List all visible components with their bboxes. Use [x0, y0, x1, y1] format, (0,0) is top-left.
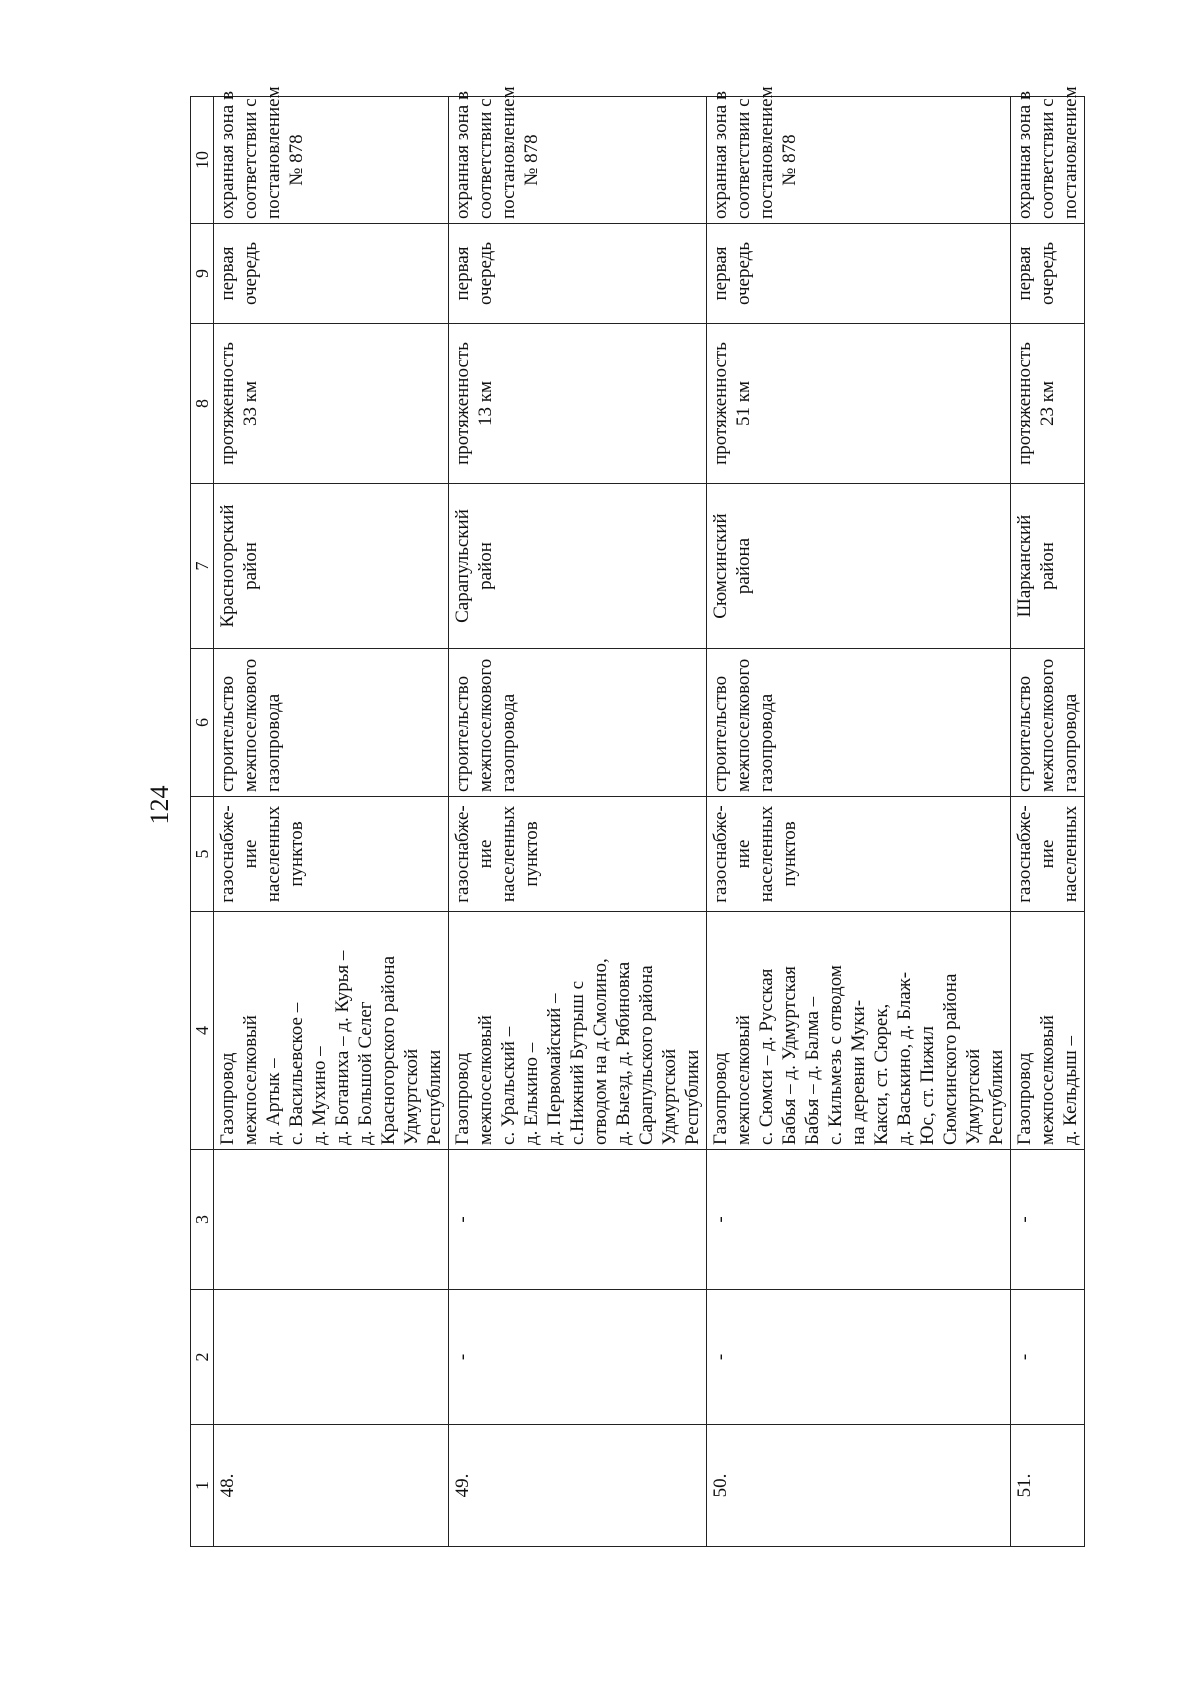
table-row [449, 97, 707, 1547]
header-row [191, 97, 214, 1547]
cell-text-line: соответствии с [1037, 98, 1058, 219]
cell-text-line: с. Васильевское – [286, 1002, 307, 1145]
cell-text-line: строительство [217, 675, 238, 792]
row-number-cell: 50. [707, 1425, 1011, 1547]
zone-cell [214, 86, 449, 224]
cell-text-line: Сюмсинского района [940, 973, 961, 1145]
cell-text-line: Какси, ст. Сюрек, [871, 1003, 892, 1145]
col3-cell [214, 1150, 449, 1290]
page-number: 124 [145, 785, 174, 825]
cell-text-line: отводом на д.Смолино, [590, 958, 611, 1145]
cell-text-line: района [733, 537, 754, 595]
cell-text-line: д. Большой Селег [355, 1001, 376, 1145]
cell-text-line: газопровода [263, 693, 284, 792]
cell-text-line: постановлением [498, 86, 519, 219]
cell-text-line: газоснабже- [217, 805, 238, 903]
row-number-cell: 51. [1011, 1425, 1085, 1547]
cell-text-line: № 878 [521, 134, 542, 186]
zone-cell [707, 86, 1011, 224]
cell-text-line: Газопровод [710, 1052, 731, 1145]
activity-cell [214, 649, 449, 797]
cell-text-line: строительство [710, 675, 731, 792]
cell-text-line: д. Елькино – [521, 1042, 542, 1145]
cell-text-line: пунктов [779, 821, 800, 887]
cell-text-line: населенных [1060, 805, 1081, 903]
col2-cell: - [449, 1290, 707, 1425]
cell-text-line: Бабья – д. Балма – [802, 996, 823, 1145]
cell-text-line: Удмуртской [659, 1048, 680, 1145]
cell-text-line: Газопровод [1014, 1052, 1035, 1145]
cell-text-line: на деревни Муки- [848, 999, 869, 1145]
cell-text-line: первая [1014, 246, 1035, 301]
cell-text-line: пунктов [521, 821, 542, 887]
col3-cell: - [449, 1150, 707, 1290]
location-cell [449, 484, 707, 649]
cell-text-line: д. Первомайский – [544, 993, 565, 1145]
parameter-cell [707, 324, 1011, 484]
row-number-cell: 49. [449, 1425, 707, 1547]
header-cell: 2 [191, 1290, 214, 1425]
activity-cell [707, 649, 1011, 797]
header-cell: 8 [191, 324, 214, 484]
cell-text-line: постановлением [756, 86, 777, 219]
purpose-cell [1011, 797, 1085, 912]
cell-text-line: охранная зона в [452, 91, 473, 219]
cell-text-line: Сарапульский [452, 509, 473, 623]
header-cell: 10 [191, 97, 214, 224]
cell-text-line: протяженность [710, 342, 731, 465]
cell-text-line: Удмуртской [963, 1048, 984, 1145]
cell-text-line: Сарапульского района [636, 965, 657, 1145]
header-cell: 3 [191, 1150, 214, 1290]
zone-cell [449, 86, 707, 224]
cell-text-line: с. Уральский – [498, 1026, 519, 1145]
cell-text-line: Республики [682, 1049, 703, 1145]
cell-text-line: район [475, 542, 496, 590]
cell-text-line: первая [217, 246, 238, 301]
cell-text-line: Республики [424, 1049, 445, 1145]
table-row [214, 97, 449, 1547]
object-name-cell [707, 912, 1011, 1150]
cell-text-line: ние [733, 839, 754, 869]
cell-text-line: газоснабже- [710, 805, 731, 903]
cell-text-line: 51 км [733, 381, 754, 427]
header-cell: 5 [191, 797, 214, 912]
activity-cell [449, 649, 707, 797]
cell-text-line: охранная зона в [217, 91, 238, 219]
purpose-cell [449, 797, 707, 912]
row-number-cell: 48. [214, 1425, 449, 1547]
parameter-cell [449, 324, 707, 484]
header-cell: 1 [191, 1425, 214, 1547]
purpose-cell [707, 797, 1011, 912]
object-name-cell [214, 912, 449, 1150]
cell-text-line: постановлением [263, 86, 284, 219]
cell-text-line: очередь [1037, 242, 1058, 306]
activity-cell [1011, 649, 1085, 797]
cell-text-line: межпоселкового [240, 658, 261, 792]
col3-cell: - [1011, 1150, 1085, 1290]
stage-cell [449, 224, 707, 324]
cell-text-line: д. Выезд, д. Рябиновка [613, 961, 634, 1145]
cell-text-line: Удмуртской [401, 1048, 422, 1145]
object-name-cell [449, 912, 707, 1150]
cell-text-line: д. Васькино, д. Блаж- [894, 971, 915, 1145]
cell-text-line: Юс, ст. Пижил [917, 1026, 938, 1145]
cell-text-line: Красногорский [217, 504, 238, 628]
cell-text-line: постановлением [1060, 86, 1081, 219]
object-name-cell [1011, 912, 1085, 1150]
cell-text-line: Газопровод [217, 1052, 238, 1145]
parameter-cell [1011, 324, 1085, 484]
parameter-cell [214, 324, 449, 484]
header-cell: 7 [191, 484, 214, 649]
cell-text-line: район [1037, 542, 1058, 590]
cell-text-line: соответствии с [475, 98, 496, 219]
cell-text-line: д. Ботаниха – д. Курья – [332, 950, 353, 1145]
cell-text-line: Шарканский [1014, 514, 1035, 618]
objects-table [190, 86, 1085, 1547]
cell-text-line: охранная зона в [1014, 91, 1035, 219]
cell-text-line: очередь [475, 242, 496, 306]
col3-cell: - [707, 1150, 1011, 1290]
cell-text-line: 33 км [240, 381, 261, 427]
purpose-cell [214, 797, 449, 912]
cell-text-line: межпоселковый [240, 1015, 261, 1145]
cell-text-line: Бабья – д. Удмуртская [779, 966, 800, 1145]
cell-text-line: с. Сюмси – д. Русская [756, 968, 777, 1145]
cell-text-line: № 878 [779, 134, 800, 186]
cell-text-line: с. Кильмезь с отводом [825, 965, 846, 1145]
cell-text-line: протяженность [217, 342, 238, 465]
cell-text-line: населенных [263, 805, 284, 903]
location-cell [707, 484, 1011, 649]
cell-text-line: д. Мухино – [309, 1046, 330, 1145]
cell-text-line: № 878 [286, 134, 307, 186]
cell-text-line: населенных [498, 805, 519, 903]
zone-cell [1011, 86, 1085, 224]
location-cell [214, 484, 449, 649]
cell-text-line: межпоселкового [475, 658, 496, 792]
cell-text-line: очередь [733, 242, 754, 306]
cell-text-line: первая [710, 246, 731, 301]
cell-text-line: ние [475, 839, 496, 869]
cell-text-line: Сюмсинский [710, 513, 731, 619]
cell-text-line: Красногорского района [378, 956, 399, 1145]
col2-cell: - [1011, 1290, 1085, 1425]
cell-text-line: с.Нижний Бутрыш с [567, 980, 588, 1145]
cell-text-line: газопровода [756, 693, 777, 792]
cell-text-line: строительство [1014, 675, 1035, 792]
cell-text-line: строительство [452, 675, 473, 792]
cell-text-line: охранная зона в [710, 91, 731, 219]
rotated-table-container [190, 86, 1081, 1547]
cell-text-line: 23 км [1037, 381, 1058, 427]
cell-text-line: Республики [986, 1049, 1007, 1145]
cell-text-line: населенных [756, 805, 777, 903]
cell-text-line: газоснабже- [1014, 805, 1035, 903]
header-cell: 9 [191, 224, 214, 324]
cell-text-line: межпоселковый [1037, 1015, 1058, 1145]
header-cell: 6 [191, 649, 214, 797]
location-cell [1011, 484, 1085, 649]
cell-text-line: первая [452, 246, 473, 301]
cell-text-line: протяженность [452, 342, 473, 465]
cell-text-line: очередь [240, 242, 261, 306]
col2-cell: - [707, 1290, 1011, 1425]
cell-text-line: ние [1037, 839, 1058, 869]
stage-cell [707, 224, 1011, 324]
col2-cell [214, 1290, 449, 1425]
cell-text-line: межпоселковый [733, 1015, 754, 1145]
cell-text-line: межпоселковый [475, 1015, 496, 1145]
cell-text-line: межпоселкового [1037, 658, 1058, 792]
table-row [1011, 97, 1085, 1547]
table-row [707, 97, 1011, 1547]
stage-cell [1011, 224, 1085, 324]
cell-text-line: пунктов [286, 821, 307, 887]
cell-text-line: газопровода [1060, 693, 1081, 792]
cell-text-line: газоснабже- [452, 805, 473, 903]
cell-text-line: Газопровод [452, 1052, 473, 1145]
cell-text-line: 13 км [475, 381, 496, 427]
cell-text-line: район [240, 542, 261, 590]
cell-text-line: ние [240, 839, 261, 869]
stage-cell [214, 224, 449, 324]
header-cell: 4 [191, 912, 214, 1150]
cell-text-line: соответствии с [240, 98, 261, 219]
cell-text-line: протяженность [1014, 342, 1035, 465]
cell-text-line: д. Кельдыш – [1060, 1035, 1081, 1145]
cell-text-line: д. Артык – [263, 1058, 284, 1145]
cell-text-line: межпоселкового [733, 658, 754, 792]
cell-text-line: газопровода [498, 693, 519, 792]
cell-text-line: соответствии с [733, 98, 754, 219]
